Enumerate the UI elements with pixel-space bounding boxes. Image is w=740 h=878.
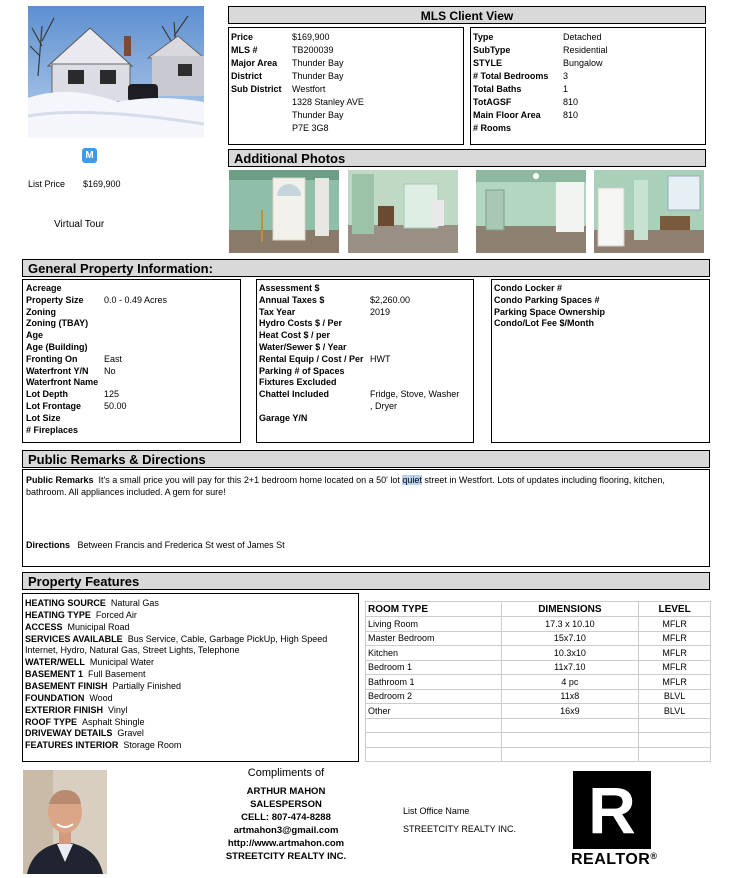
realtor-logo-text: REALTOR bbox=[571, 851, 651, 868]
agent-website[interactable]: http://www.artmahon.com bbox=[227, 838, 345, 849]
feature-row bbox=[25, 739, 181, 751]
agent-title: SALESPERSON bbox=[250, 799, 322, 810]
room-row bbox=[366, 747, 711, 762]
general-col1-row bbox=[26, 365, 116, 377]
additional-photo-2[interactable] bbox=[348, 170, 458, 253]
additional-photo-3[interactable] bbox=[476, 170, 586, 253]
general-col1-row bbox=[26, 329, 43, 341]
room-type-cell bbox=[366, 733, 502, 748]
general-col2-label: Rental Equip / Cost / Per bbox=[259, 353, 364, 364]
room-type-header: ROOM TYPE bbox=[366, 602, 502, 617]
dimensions-cell bbox=[501, 733, 639, 748]
general-col2-row bbox=[259, 329, 330, 341]
dimensions-cell: 17.3 x 10.10 bbox=[501, 617, 639, 632]
general-col3-label: Parking Space Ownership bbox=[494, 306, 606, 317]
summary-right-label: STYLE bbox=[473, 58, 503, 68]
general-col1-label: Zoning (TBAY) bbox=[26, 318, 89, 329]
feature-value: Vinyl bbox=[108, 704, 128, 715]
summary-left-label: Major Area bbox=[231, 58, 278, 68]
general-col2-row bbox=[259, 306, 391, 318]
general-col3-label: Condo Locker # bbox=[494, 283, 563, 293]
summary-right-value: 1 bbox=[563, 84, 569, 94]
summary-right-value: Residential bbox=[563, 45, 608, 55]
general-col2-value: Fridge, Stove, Washer bbox=[370, 389, 460, 400]
general-col2-row bbox=[259, 294, 411, 306]
general-col3-row bbox=[494, 306, 605, 318]
general-col1-row bbox=[26, 341, 88, 353]
general-col2-label: Heat Cost $ / per bbox=[259, 330, 331, 341]
rooms-header-row bbox=[366, 602, 711, 617]
summary-left-label: MLS # bbox=[231, 45, 258, 55]
summary-right-row bbox=[473, 83, 569, 95]
general-col1-row bbox=[26, 306, 56, 318]
room-type-cell: Other bbox=[366, 704, 502, 719]
features-header bbox=[22, 572, 710, 590]
feature-value: Natural Gas bbox=[110, 598, 159, 608]
summary-right-label: Type bbox=[473, 32, 494, 42]
general-col1-label: Waterfront Name bbox=[26, 377, 99, 388]
dimensions-cell: 10.3x10 bbox=[501, 646, 639, 661]
general-col2-row bbox=[259, 376, 337, 388]
room-row bbox=[366, 689, 711, 704]
general-col2-label: Fixtures Excluded bbox=[259, 377, 337, 388]
general-col2-label: Hydro Costs $ / Per bbox=[259, 318, 343, 329]
feature-row bbox=[25, 656, 154, 668]
additional-photo-1[interactable] bbox=[229, 170, 339, 253]
summary-right-row bbox=[473, 122, 511, 134]
general-col2-label: Chattel Included bbox=[259, 389, 330, 400]
general-col2-label: Water/Sewer $ / Year bbox=[259, 342, 347, 352]
summary-right-row bbox=[473, 70, 569, 82]
general-col1-row bbox=[26, 412, 61, 424]
list-office-label: List Office Name bbox=[403, 806, 470, 816]
feature-row bbox=[25, 597, 159, 609]
general-col2-row bbox=[259, 365, 345, 377]
feature-value: Storage Room bbox=[123, 740, 182, 751]
realtor-logo-word bbox=[571, 851, 657, 869]
summary-right-row bbox=[473, 109, 579, 121]
general-col2-value: , Dryer bbox=[370, 401, 397, 411]
room-type-cell: Kitchen bbox=[366, 646, 502, 661]
feature-row bbox=[25, 668, 146, 680]
general-col1-label: # Fireplaces bbox=[26, 424, 79, 435]
list-price-label: List Price bbox=[28, 179, 66, 189]
feature-row bbox=[25, 609, 137, 621]
summary-left-label: District bbox=[231, 71, 263, 81]
general-col2-label: Garage Y/N bbox=[259, 412, 308, 423]
summary-right-value: 810 bbox=[563, 110, 579, 120]
general-col1-value: 50.00 bbox=[104, 401, 127, 411]
public-remarks-part2: street in Westfort. Lots of updates including flooring, kitchen, bbox=[421, 475, 665, 485]
general-col1-row bbox=[26, 353, 123, 365]
summary-right-row bbox=[473, 57, 603, 69]
feature-value: Municipal Road bbox=[67, 621, 130, 632]
feature-value: Asphalt Shingle bbox=[82, 716, 145, 727]
feature-value: Partially Finished bbox=[112, 680, 182, 691]
summary-right-row bbox=[473, 96, 579, 108]
general-col1-label: Zoning bbox=[26, 306, 56, 317]
general-col1-label: Age (Building) bbox=[26, 342, 88, 352]
feature-row bbox=[25, 704, 127, 716]
general-col1-label: Acreage bbox=[26, 283, 62, 293]
general-col1-row bbox=[26, 400, 127, 412]
room-row bbox=[366, 718, 711, 733]
general-col3-label: Condo/Lot Fee $/Month bbox=[494, 318, 594, 329]
address-line: 1328 Stanley AVE bbox=[292, 97, 364, 107]
room-type-cell: Master Bedroom bbox=[366, 631, 502, 646]
summary-right-label: # Total Bedrooms bbox=[473, 71, 549, 81]
public-remarks-part1: It's a small price you will pay for this 2+1 bedroom home located on a 50' lot bbox=[98, 475, 403, 485]
feature-label: DRIVEWAY DETAILS bbox=[25, 728, 113, 739]
general-col1-value: 125 bbox=[104, 389, 120, 400]
public-remarks-label: Public Remarks bbox=[26, 475, 94, 485]
feature-row bbox=[25, 680, 181, 692]
general-col2-row bbox=[259, 388, 460, 400]
list-price-value: $169,900 bbox=[83, 179, 121, 189]
page-title bbox=[228, 6, 706, 24]
level-cell: BLVL bbox=[639, 689, 711, 704]
summary-left-value: Thunder Bay bbox=[292, 58, 344, 68]
general-col1-row bbox=[26, 294, 168, 306]
dimensions-cell: 11x7.10 bbox=[501, 660, 639, 675]
general-col1-value: 0.0 - 0.49 Acres bbox=[104, 294, 168, 305]
agent-card bbox=[182, 785, 390, 863]
mls-badge-letter: M bbox=[85, 150, 94, 161]
summary-left-row bbox=[231, 83, 326, 95]
dimensions-cell: 4 pc bbox=[501, 675, 639, 690]
summary-left-value: Thunder Bay bbox=[292, 71, 344, 81]
general-col1-row bbox=[26, 282, 62, 294]
features-title: Property Features bbox=[28, 574, 140, 589]
feature-row bbox=[25, 633, 327, 645]
summary-right-value: Detached bbox=[563, 32, 602, 42]
summary-right-value: Bungalow bbox=[563, 58, 603, 68]
general-col3-label: Condo Parking Spaces # bbox=[494, 294, 600, 305]
additional-photo-4[interactable] bbox=[594, 170, 704, 253]
summary-left-label: Price bbox=[231, 32, 254, 42]
feature-value: Bus Service, Cable, Garbage PickUp, High Speed bbox=[127, 633, 328, 644]
level-header: LEVEL bbox=[639, 602, 711, 617]
level-cell: BLVL bbox=[639, 704, 711, 719]
address-line: Thunder Bay bbox=[292, 110, 344, 120]
general-col1-label: Waterfront Y/N bbox=[26, 365, 89, 376]
address-line: P7E 3G8 bbox=[292, 123, 329, 133]
feature-label: SERVICES AVAILABLE bbox=[25, 633, 123, 644]
list-office-name: STREETCITY REALTY INC. bbox=[403, 824, 517, 834]
room-type-cell: Bedroom 1 bbox=[366, 660, 502, 675]
general-col2-value: 2019 bbox=[370, 306, 391, 317]
directions-text bbox=[26, 539, 285, 551]
mls-badge-icon[interactable] bbox=[82, 148, 97, 163]
rooms-table bbox=[365, 601, 711, 762]
additional-photos-header bbox=[228, 149, 706, 167]
summary-left-row bbox=[231, 70, 344, 82]
general-col2-value: $2,260.00 bbox=[370, 294, 411, 305]
feature-row bbox=[25, 716, 145, 728]
general-col1-value: No bbox=[104, 365, 116, 376]
public-remarks-part3: bathroom. All appliances included. A gem for sure! bbox=[26, 487, 226, 497]
summary-right-label: SubType bbox=[473, 45, 511, 55]
agent-email[interactable]: artmahon3@gmail.com bbox=[233, 825, 339, 836]
feature-value: Gravel bbox=[117, 728, 144, 739]
general-col3-row bbox=[494, 282, 562, 294]
summary-left-value: TB200039 bbox=[292, 45, 334, 55]
feature-label: FOUNDATION bbox=[25, 692, 85, 703]
feature-label: EXTERIOR FINISH bbox=[25, 704, 104, 715]
public-remarks-highlight: quiet bbox=[402, 475, 422, 485]
room-row bbox=[366, 617, 711, 632]
agent-cell[interactable]: CELL: 807-474-8288 bbox=[241, 812, 331, 823]
feature-label: ACCESS bbox=[25, 621, 63, 632]
realtor-logo-block bbox=[573, 771, 651, 849]
directions-label: Directions bbox=[26, 540, 71, 550]
level-cell bbox=[639, 747, 711, 762]
feature-label: WATER/WELL bbox=[25, 657, 85, 668]
room-row bbox=[366, 704, 711, 719]
level-cell bbox=[639, 718, 711, 733]
room-type-cell: Bathroom 1 bbox=[366, 675, 502, 690]
dimensions-cell: 11x8 bbox=[501, 689, 639, 704]
summary-left-row bbox=[231, 31, 330, 43]
feature-label: FEATURES INTERIOR bbox=[25, 740, 119, 751]
level-cell: MFLR bbox=[639, 631, 711, 646]
general-col2-row bbox=[259, 317, 342, 329]
dimensions-cell: 16x9 bbox=[501, 704, 639, 719]
level-cell: MFLR bbox=[639, 675, 711, 690]
feature-label: BASEMENT 1 bbox=[25, 669, 84, 680]
general-col2-label: Annual Taxes $ bbox=[259, 294, 325, 305]
general-col2-label: Tax Year bbox=[259, 306, 296, 317]
general-info-header bbox=[22, 259, 710, 277]
summary-right-row bbox=[473, 44, 608, 56]
summary-right-label: Main Floor Area bbox=[473, 110, 541, 120]
agent-name: ARTHUR MAHON bbox=[246, 786, 326, 797]
feature-value: Full Basement bbox=[88, 669, 146, 680]
general-col1-value: East bbox=[104, 353, 123, 364]
general-col1-label: Lot Frontage bbox=[26, 401, 81, 411]
summary-left-row bbox=[231, 44, 334, 56]
summary-left-label: Sub District bbox=[231, 84, 282, 94]
summary-right-value: 810 bbox=[563, 97, 579, 107]
general-col1-row bbox=[26, 317, 88, 329]
summary-left-value: Westfort bbox=[292, 84, 326, 94]
agent-compliments: Compliments of bbox=[247, 767, 325, 779]
general-col2-row bbox=[259, 412, 307, 424]
feature-label: ROOF TYPE bbox=[25, 716, 78, 727]
realtor-logo bbox=[571, 771, 657, 875]
agent-brokerage: STREETCITY REALTY INC. bbox=[225, 851, 347, 862]
public-remarks-text bbox=[26, 474, 706, 498]
feature-label: HEATING SOURCE bbox=[25, 598, 106, 608]
room-type-cell bbox=[366, 747, 502, 762]
general-col1-label: Property Size bbox=[26, 294, 84, 305]
dimensions-header: DIMENSIONS bbox=[501, 602, 639, 617]
feature-value: Internet, Hydro, Natural Gas, Street Lights, Telephone bbox=[25, 645, 240, 656]
remarks-title: Public Remarks & Directions bbox=[28, 452, 206, 467]
room-row bbox=[366, 675, 711, 690]
realtor-logo-letter: R bbox=[588, 773, 636, 847]
level-cell bbox=[639, 733, 711, 748]
directions-value: Between Francis and Frederica St west of James St bbox=[77, 540, 285, 550]
main-listing-photo[interactable] bbox=[28, 6, 204, 138]
general-col2-row bbox=[259, 353, 391, 365]
realtor-logo-registered: ® bbox=[650, 851, 658, 861]
general-col2-row bbox=[259, 341, 347, 353]
general-col1-label: Age bbox=[26, 330, 44, 341]
feature-row bbox=[25, 692, 113, 704]
general-col1-label: Lot Depth bbox=[26, 389, 68, 400]
feature-row bbox=[25, 727, 144, 739]
summary-right-label: # Rooms bbox=[473, 123, 512, 133]
agent-photo bbox=[23, 770, 107, 874]
page-title-text: MLS Client View bbox=[420, 9, 514, 23]
general-col1-row bbox=[26, 376, 98, 388]
feature-value: Wood bbox=[89, 692, 113, 703]
summary-right-label: TotAGSF bbox=[473, 97, 512, 107]
summary-right-label: Total Baths bbox=[473, 84, 522, 94]
general-col1-row bbox=[26, 388, 120, 400]
additional-photos-title: Additional Photos bbox=[234, 151, 346, 166]
room-type-cell bbox=[366, 718, 502, 733]
dimensions-cell bbox=[501, 747, 639, 762]
room-type-cell: Bedroom 2 bbox=[366, 689, 502, 704]
remarks-header bbox=[22, 450, 710, 468]
general-col2-value: HWT bbox=[370, 353, 391, 364]
general-col2-row bbox=[259, 282, 320, 294]
feature-label: BASEMENT FINISH bbox=[25, 680, 108, 691]
summary-left-value: $169,900 bbox=[292, 32, 330, 42]
feature-value: Forced Air bbox=[95, 609, 137, 620]
level-cell: MFLR bbox=[639, 660, 711, 675]
room-row bbox=[366, 733, 711, 748]
feature-row bbox=[25, 644, 239, 656]
room-row bbox=[366, 631, 711, 646]
general-info-title: General Property Information: bbox=[28, 261, 213, 276]
feature-label: HEATING TYPE bbox=[25, 609, 91, 620]
summary-right-row bbox=[473, 31, 602, 43]
virtual-tour-link[interactable]: Virtual Tour bbox=[54, 219, 105, 230]
room-row bbox=[366, 646, 711, 661]
dimensions-cell: 15x7.10 bbox=[501, 631, 639, 646]
general-col3-row bbox=[494, 294, 600, 306]
level-cell: MFLR bbox=[639, 646, 711, 661]
general-col3-row bbox=[494, 317, 594, 329]
general-col2-label: Assessment $ bbox=[259, 283, 320, 293]
feature-row bbox=[25, 621, 130, 633]
level-cell: MFLR bbox=[639, 617, 711, 632]
summary-right-value: 3 bbox=[563, 71, 569, 81]
general-col1-row bbox=[26, 424, 78, 436]
room-row bbox=[366, 660, 711, 675]
general-col2-label: Parking # of Spaces bbox=[259, 365, 345, 376]
dimensions-cell bbox=[501, 718, 639, 733]
general-col1-label: Lot Size bbox=[26, 412, 61, 423]
room-type-cell: Living Room bbox=[366, 617, 502, 632]
general-col1-label: Fronting On bbox=[26, 353, 78, 364]
summary-left-row bbox=[231, 57, 344, 69]
feature-value: Municipal Water bbox=[89, 657, 155, 668]
